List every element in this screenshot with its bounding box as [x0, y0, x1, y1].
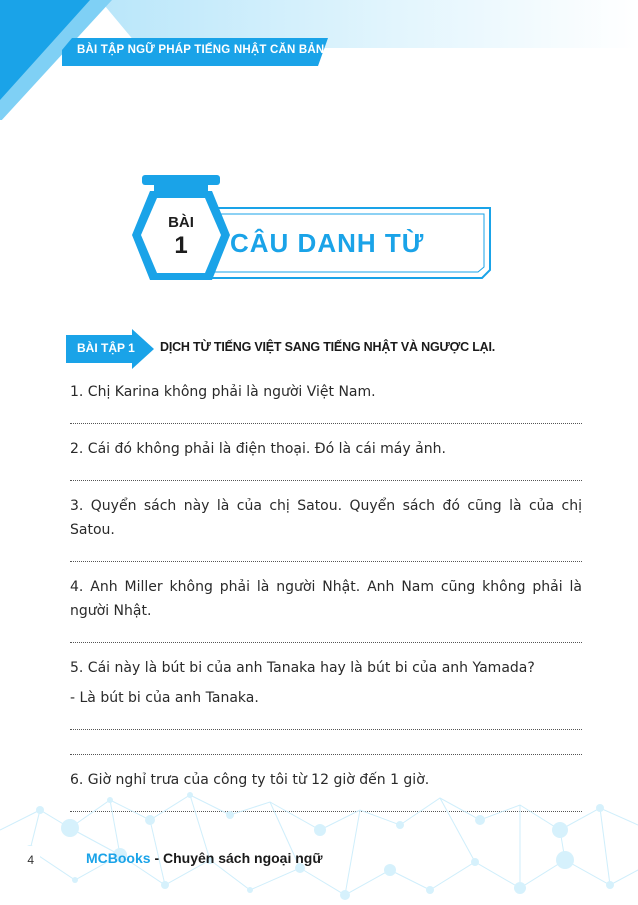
question-5: 5. Cái này là bút bi của anh Tanaka hay là bút bi của anh Yamada? [70, 660, 535, 676]
footer-brand [86, 850, 323, 866]
lesson-title: CÂU DANH TỪ [230, 228, 425, 258]
question-3: 3. Quyển sách này là của chị Satou. Quyển sách đó cũng là của chị Satou. [70, 498, 582, 538]
answer-line[interactable] [70, 550, 582, 562]
question-6: 6. Giờ nghỉ trưa của công ty tôi từ 12 giờ đến 1 giờ. [70, 772, 430, 788]
lesson-number: 1 [174, 232, 188, 259]
network-decoration [0, 790, 638, 905]
brand-tagline: - Chuyên sách ngoại ngữ [150, 850, 323, 866]
header-band [0, 0, 638, 120]
question-2: 2. Cái đó không phải là điện thoại. Đó là cái máy ảnh. [70, 441, 446, 457]
question-4: 4. Anh Miller không phải là người Nhật. Anh Nam cũng không phải là người Nhật. [70, 579, 582, 619]
brand-name: MCBooks [86, 850, 151, 866]
question-1: 1. Chị Karina không phải là người Việt Nam. [70, 384, 376, 400]
exercise-tag-label: BÀI TẬP 1 [77, 341, 135, 355]
answer-line[interactable] [70, 743, 582, 755]
answer-line[interactable] [70, 469, 582, 481]
page-number: 4 [0, 846, 40, 876]
answer-line[interactable] [70, 412, 582, 424]
running-header: BÀI TẬP NGỮ PHÁP TIẾNG NHẬT CĂN BẢN [77, 44, 325, 56]
answer-line[interactable] [70, 631, 582, 643]
question-5-reply: - Là bút bi của anh Tanaka. [70, 690, 259, 706]
lesson-label: BÀI [168, 214, 194, 231]
exercise-instruction: DỊCH TỪ TIẾNG VIỆT SANG TIẾNG NHẬT VÀ NGƯỢC LẠI. [160, 340, 496, 354]
answer-line[interactable] [70, 718, 582, 730]
exercise-content [70, 380, 582, 825]
